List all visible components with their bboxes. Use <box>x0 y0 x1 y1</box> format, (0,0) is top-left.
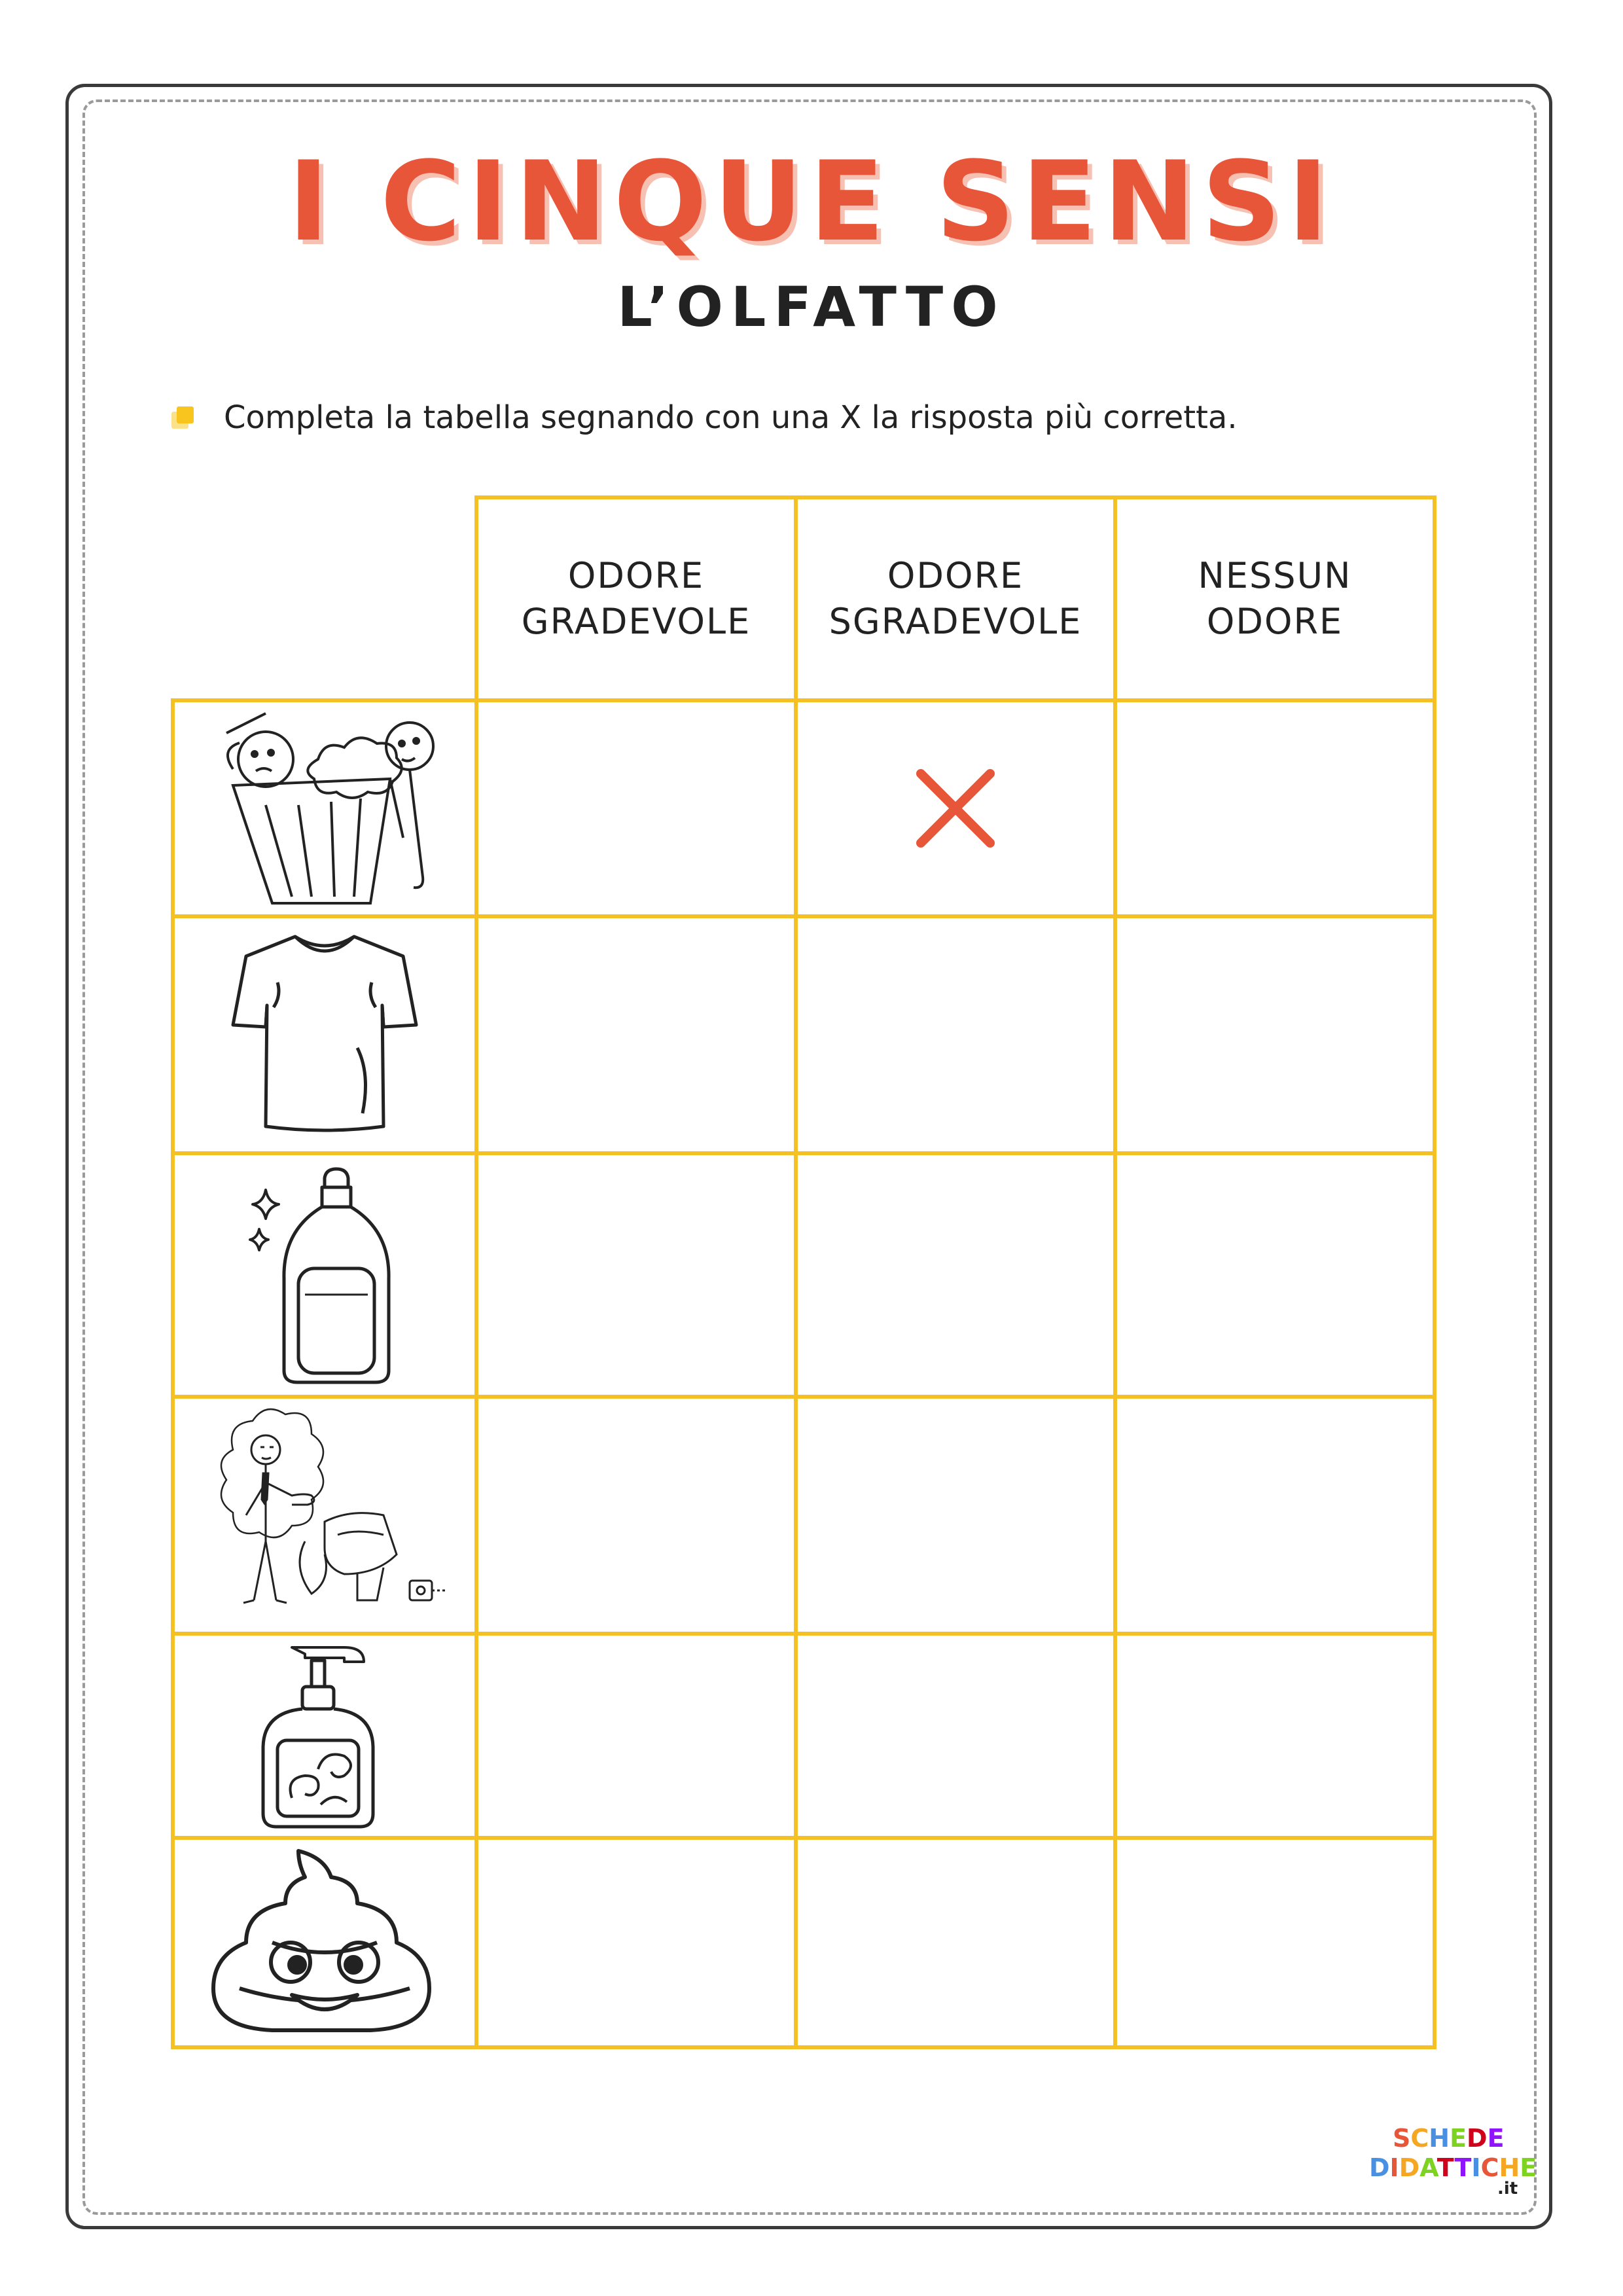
column-header-line: ODORE <box>1206 601 1344 642</box>
worksheet-subtitle: L’OLFATTO <box>617 275 1006 339</box>
x-mark-icon <box>913 766 998 851</box>
column-header-line: SGRADEVOLE <box>829 601 1082 642</box>
column-header-pleasant <box>476 497 796 700</box>
answer-cell[interactable] <box>1115 1838 1435 2047</box>
column-header-line: GRADEVOLE <box>521 601 751 642</box>
instruction-text: Completa la tabella segnando con una X la risposta più corretta. <box>224 399 1238 436</box>
answer-cell[interactable] <box>796 1397 1115 1634</box>
column-header-line: ODORE <box>567 555 705 596</box>
column-header-line: NESSUN <box>1198 555 1352 596</box>
t-shirt-icon <box>226 930 423 1139</box>
schede-didattiche-logo <box>1369 2114 1537 2199</box>
answer-cell[interactable] <box>1115 1634 1435 1838</box>
column-header-unpleasant <box>796 497 1115 700</box>
answer-cell[interactable] <box>796 700 1115 916</box>
logo-suffix: .it <box>1497 2179 1518 2198</box>
column-header-line: ODORE <box>887 555 1024 596</box>
logo-line-2: DIDATTICHE <box>1369 2153 1537 2182</box>
row-2-icon-cell <box>173 916 476 1153</box>
answer-cell[interactable] <box>476 1838 796 2047</box>
answer-cell[interactable] <box>796 1838 1115 2047</box>
answer-cell[interactable] <box>476 1397 796 1634</box>
answer-cell[interactable] <box>476 700 796 916</box>
answer-cell[interactable] <box>1115 916 1435 1153</box>
dish-soap-bottle-icon <box>240 1164 410 1386</box>
answer-cell[interactable] <box>476 1153 796 1397</box>
answer-cell[interactable] <box>1115 1397 1435 1634</box>
answer-cell[interactable] <box>796 1634 1115 1838</box>
row-6-icon-cell <box>173 1838 476 2047</box>
answer-cell[interactable] <box>476 1634 796 1838</box>
person-near-toilet-icon <box>194 1410 455 1620</box>
row-3-icon-cell <box>173 1153 476 1397</box>
row-1-icon-cell <box>173 700 476 916</box>
worksheet-title: I CINQUE SENSI <box>288 137 1335 266</box>
row-5-icon-cell <box>173 1634 476 1838</box>
poop-emoji-icon <box>200 1844 449 2041</box>
answer-cell[interactable] <box>1115 1153 1435 1397</box>
smelly-trash-can-icon <box>194 707 455 910</box>
column-header-no-smell <box>1115 497 1435 700</box>
row-4-icon-cell <box>173 1397 476 1634</box>
answer-cell[interactable] <box>796 916 1115 1153</box>
soap-pump-bottle-icon <box>246 1641 403 1831</box>
answer-cell[interactable] <box>476 916 796 1153</box>
answer-cell[interactable] <box>796 1153 1115 1397</box>
logo-line-1: SCHEDE <box>1393 2124 1505 2153</box>
answer-cell[interactable] <box>1115 700 1435 916</box>
